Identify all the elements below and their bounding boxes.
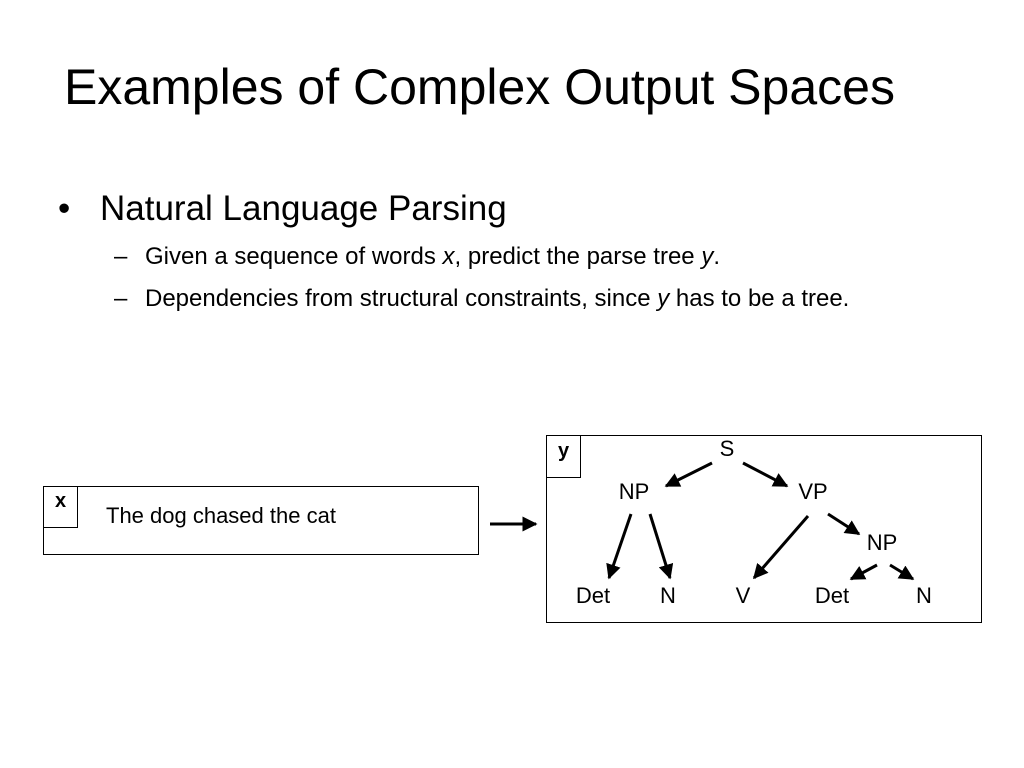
node-det-1: Det [575, 583, 611, 608]
variable-y: y [701, 243, 714, 270]
variable-x: x [442, 243, 455, 270]
input-sentence: The dog chased the cat [106, 503, 336, 528]
subpoint-given-sequence [114, 241, 904, 273]
subpoint-dash: – [114, 285, 128, 312]
input-box [43, 486, 479, 555]
node-s: S [719, 436, 735, 461]
text-segment: , predict the parse tree [454, 243, 702, 270]
text-segment: Given a sequence of words [145, 243, 443, 270]
subpoint-dependencies [114, 283, 924, 353]
node-det-2: Det [814, 583, 850, 608]
node-n-1: N [660, 583, 676, 608]
node-np-object: NP [866, 530, 898, 555]
input-label: x [44, 487, 78, 528]
subpoint-dash: – [114, 243, 128, 270]
text-segment: Dependencies from structural constraints, since [145, 285, 658, 312]
node-n-2: N [916, 583, 932, 608]
subpoint-text [145, 283, 925, 315]
node-np-subject: NP [618, 479, 650, 504]
output-label: y [547, 436, 581, 478]
node-vp: VP [798, 479, 828, 504]
text-segment: has to be a tree. [669, 285, 850, 312]
text-segment: . [713, 243, 720, 270]
variable-y: y [657, 285, 670, 312]
node-v: V [735, 583, 751, 608]
bullet-marker: • [58, 189, 71, 228]
slide-title: Examples of Complex Output Spaces [64, 59, 895, 115]
bullet-text: Natural Language Parsing [100, 189, 507, 228]
subpoint-text [145, 241, 720, 273]
